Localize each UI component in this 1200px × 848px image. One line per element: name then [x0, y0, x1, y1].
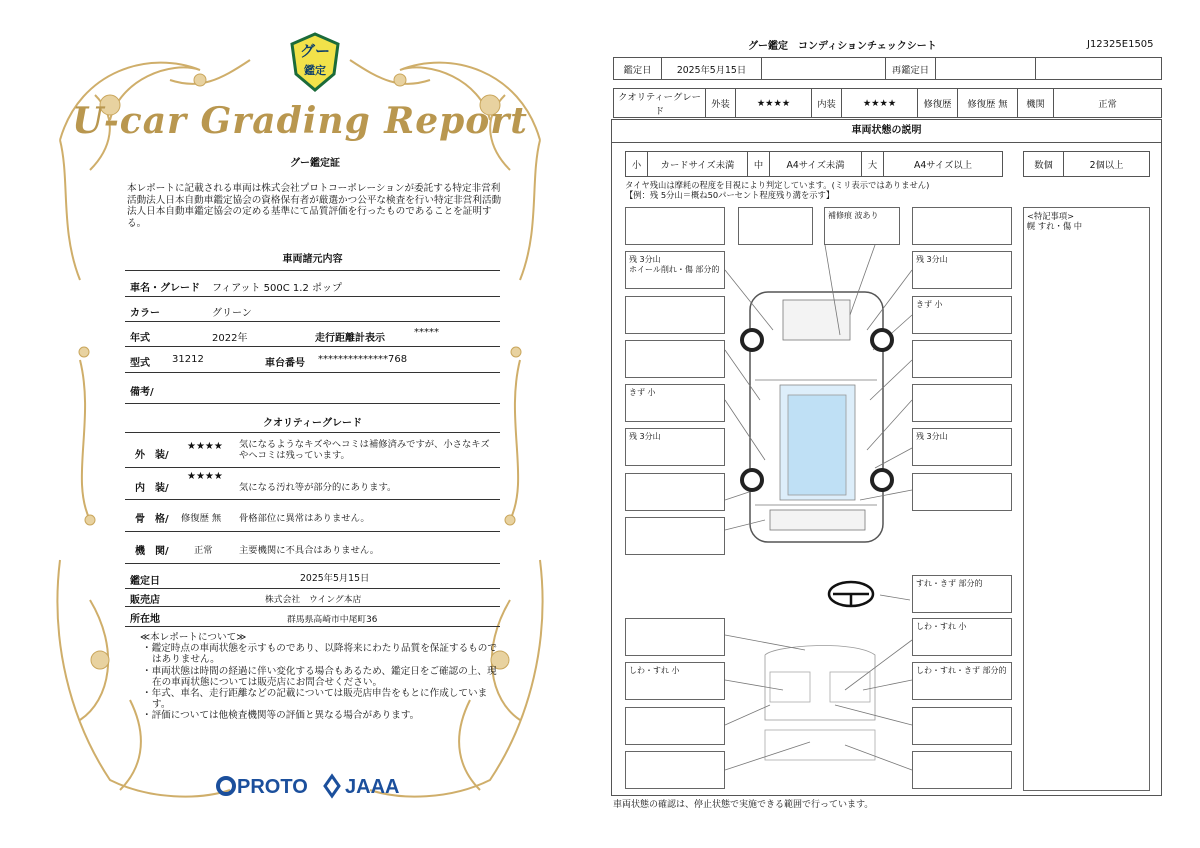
repair-value: 修復歴 無: [958, 89, 1018, 118]
engine-label: 機関: [1018, 89, 1054, 118]
legend-small: 小: [626, 152, 648, 177]
certificate-title: グー鑑定証: [290, 158, 340, 169]
steering-wheel-icon: [829, 582, 873, 606]
row-engine: [125, 532, 500, 564]
footer-note: 車両状態の確認は、停止状態で実施できる範囲で行っています。: [613, 800, 874, 810]
interior-label: 内 装/: [135, 483, 169, 494]
legend-small-desc: カードサイズ未満: [648, 152, 748, 177]
remarks-label: 備考/: [130, 387, 154, 398]
tire-note-line2: 【例：残 5分山＝概ね50パーセント程度残り溝を示す】: [625, 190, 835, 200]
row-remarks: [125, 373, 500, 404]
note-item: ・年式、車名、走行距離などの記載については販売店申告をもとに作成しています。: [142, 688, 488, 711]
condition-box: しわ・すれ 小: [625, 662, 725, 700]
emblem-sub: 鑑定: [304, 64, 326, 77]
condition-box: すれ・きず 部分的: [912, 575, 1012, 613]
frame-text: 骨格部位に異常はありません。: [239, 513, 370, 524]
condition-box: きず 小: [912, 296, 1012, 334]
note-item: ・評価については他検査機関等の評価と異なる場合があります。: [142, 710, 420, 722]
date-value: 2025年5月15日: [300, 573, 370, 584]
condition-heading: 車両状態の説明: [611, 119, 1162, 143]
chassis-value: **************768: [318, 354, 408, 365]
engine-label: 機 関/: [135, 546, 169, 557]
report-notes: [140, 632, 500, 722]
legend-large-desc: A4サイズ以上: [884, 152, 1003, 177]
redate-label: 再鑑定日: [886, 58, 936, 80]
exterior-label: 外装: [706, 89, 736, 118]
jaaa-logo-icon: [325, 776, 399, 798]
row-exterior: [125, 432, 500, 468]
condition-box: [625, 751, 725, 789]
date-label: 鑑定日: [130, 576, 160, 587]
legend-mid: 中: [748, 152, 770, 177]
special-notes-label: <特記事項>: [1027, 211, 1075, 221]
row-color: [125, 297, 500, 322]
tire-note-line1: タイヤ残山は摩耗の程度を目視により判定しています。(ミリ表示ではありません): [625, 180, 930, 190]
condition-box: [912, 340, 1012, 378]
report-title: U-car Grading Report: [72, 100, 528, 142]
special-notes-box: [1023, 207, 1150, 791]
row-model: [125, 347, 500, 373]
color-value: グリーン: [212, 308, 252, 319]
year-value: 2022年: [212, 333, 248, 344]
interior-label: 内装: [812, 89, 842, 118]
condition-box: きず 小: [625, 384, 725, 422]
interior-text: 気になる汚れ等が部分的にあります。: [239, 482, 397, 493]
repair-label: 修復歴: [918, 89, 958, 118]
interior-stars: ★★★★: [187, 471, 223, 482]
condition-box: 残 3分山: [912, 428, 1012, 466]
row-shop: [125, 589, 500, 607]
certificate-statement: 本レポートに記載される車両は株式会社プロトコーポレーションが委託する特定非営利活動法人日本自動車鑑定協会の資格保有者が厳選かつ公平な検査を行い特定非営利活動法人日本自動車鑑定協会の定める基準にて品質評価を行ったものであることを証明する。: [127, 183, 502, 229]
condition-box: しわ・すれ 小: [912, 618, 1012, 656]
sheet-title: グー鑑定 コンディションチェックシート: [748, 41, 937, 52]
condition-box: [625, 618, 725, 656]
condition-box: [912, 473, 1012, 511]
proto-logo-icon: [218, 776, 308, 798]
location-label: 所在地: [130, 614, 160, 625]
condition-box: [625, 517, 725, 555]
condition-box: [625, 296, 725, 334]
emblem-text: グー: [299, 42, 330, 60]
condition-box: [738, 207, 813, 245]
date-value: 2025年5月15日: [662, 58, 762, 80]
condition-box: [912, 707, 1012, 745]
condition-box: [912, 384, 1012, 422]
date-label: 鑑定日: [614, 58, 662, 80]
chassis-label: 車台番号: [265, 358, 305, 369]
model-value: 31212: [172, 354, 204, 365]
condition-box: 補修痕 波あり: [824, 207, 900, 245]
partner-logos: [215, 770, 415, 800]
condition-box: 残 3分山: [912, 251, 1012, 289]
note-item: ・車両状態は時間の経過に伴い変化する場合もあるため、鑑定日をご確認の上、現在の車両状態については販売店にお問合せください。: [142, 665, 497, 688]
jaaa-logo-text: JAAA: [345, 776, 400, 798]
shop-label: 販売店: [130, 595, 160, 606]
proto-logo-text: PROTO: [237, 776, 308, 798]
frame-value: 修復歴 無: [181, 513, 222, 524]
name-value: フィアット 500C 1.2 ポップ: [212, 283, 343, 294]
grade-label: クオリティーグレード: [614, 89, 706, 118]
note-item: ・鑑定時点の車両状態を示すものであり、以降将来にわたり品質を保証するものではありません。: [142, 643, 497, 666]
condition-box: [912, 207, 1012, 245]
row-date: [125, 564, 500, 589]
color-label: カラー: [130, 308, 160, 319]
row-frame: [125, 500, 500, 532]
spec-heading: 車両諸元内容: [282, 254, 343, 265]
exterior-stars: ★★★★: [187, 441, 223, 452]
engine-value: 正常: [1054, 89, 1162, 118]
condition-check-sheet: [605, 0, 1200, 848]
interior-stars: ★★★★: [842, 89, 918, 118]
sheet-id: J12325E1505: [1087, 39, 1154, 50]
name-label: 車名・グレード: [130, 283, 200, 294]
special-notes-value: 幌 すれ・傷 中: [1027, 221, 1083, 231]
legend-count-desc: 2個以上: [1064, 152, 1150, 177]
frame-label: 骨 格/: [135, 514, 169, 525]
row-interior: [125, 468, 500, 500]
exterior-label: 外 装/: [135, 450, 169, 461]
model-label: 型式: [130, 358, 150, 369]
row-name: [125, 270, 500, 297]
legend-large: 大: [862, 152, 884, 177]
mileage-label: 走行距離計表示: [315, 333, 385, 344]
engine-value: 正常: [194, 545, 213, 556]
condition-box: 残 3分山 ホイール削れ・傷 部分的: [625, 251, 725, 289]
exterior-text: 気になるようなキズやヘコミは補修済みですが、小さなキズやヘコミは残っています。: [239, 439, 490, 461]
condition-box: [912, 751, 1012, 789]
notes-heading: ≪本レポートについて≫: [140, 632, 247, 643]
engine-text: 主要機関に不具合はありません。: [239, 545, 380, 556]
location-value: 群馬県高崎市中尾町36: [287, 615, 378, 625]
shop-value: 株式会社 ウイング本店: [265, 595, 362, 605]
row-location: [125, 607, 500, 627]
row-year: [125, 322, 500, 347]
mileage-value: *****: [414, 327, 439, 338]
condition-box: [625, 707, 725, 745]
grade-heading: クオリティーグレード: [263, 418, 362, 429]
condition-box: [625, 340, 725, 378]
year-label: 年式: [130, 333, 150, 344]
legend-mid-desc: A4サイズ未満: [770, 152, 862, 177]
legend-count: 数個: [1024, 152, 1064, 177]
condition-box: [625, 473, 725, 511]
exterior-stars: ★★★★: [736, 89, 812, 118]
condition-box: しわ・すれ・きず 部分的: [912, 662, 1012, 700]
condition-box: [625, 207, 725, 245]
condition-box: 残 3分山: [625, 428, 725, 466]
